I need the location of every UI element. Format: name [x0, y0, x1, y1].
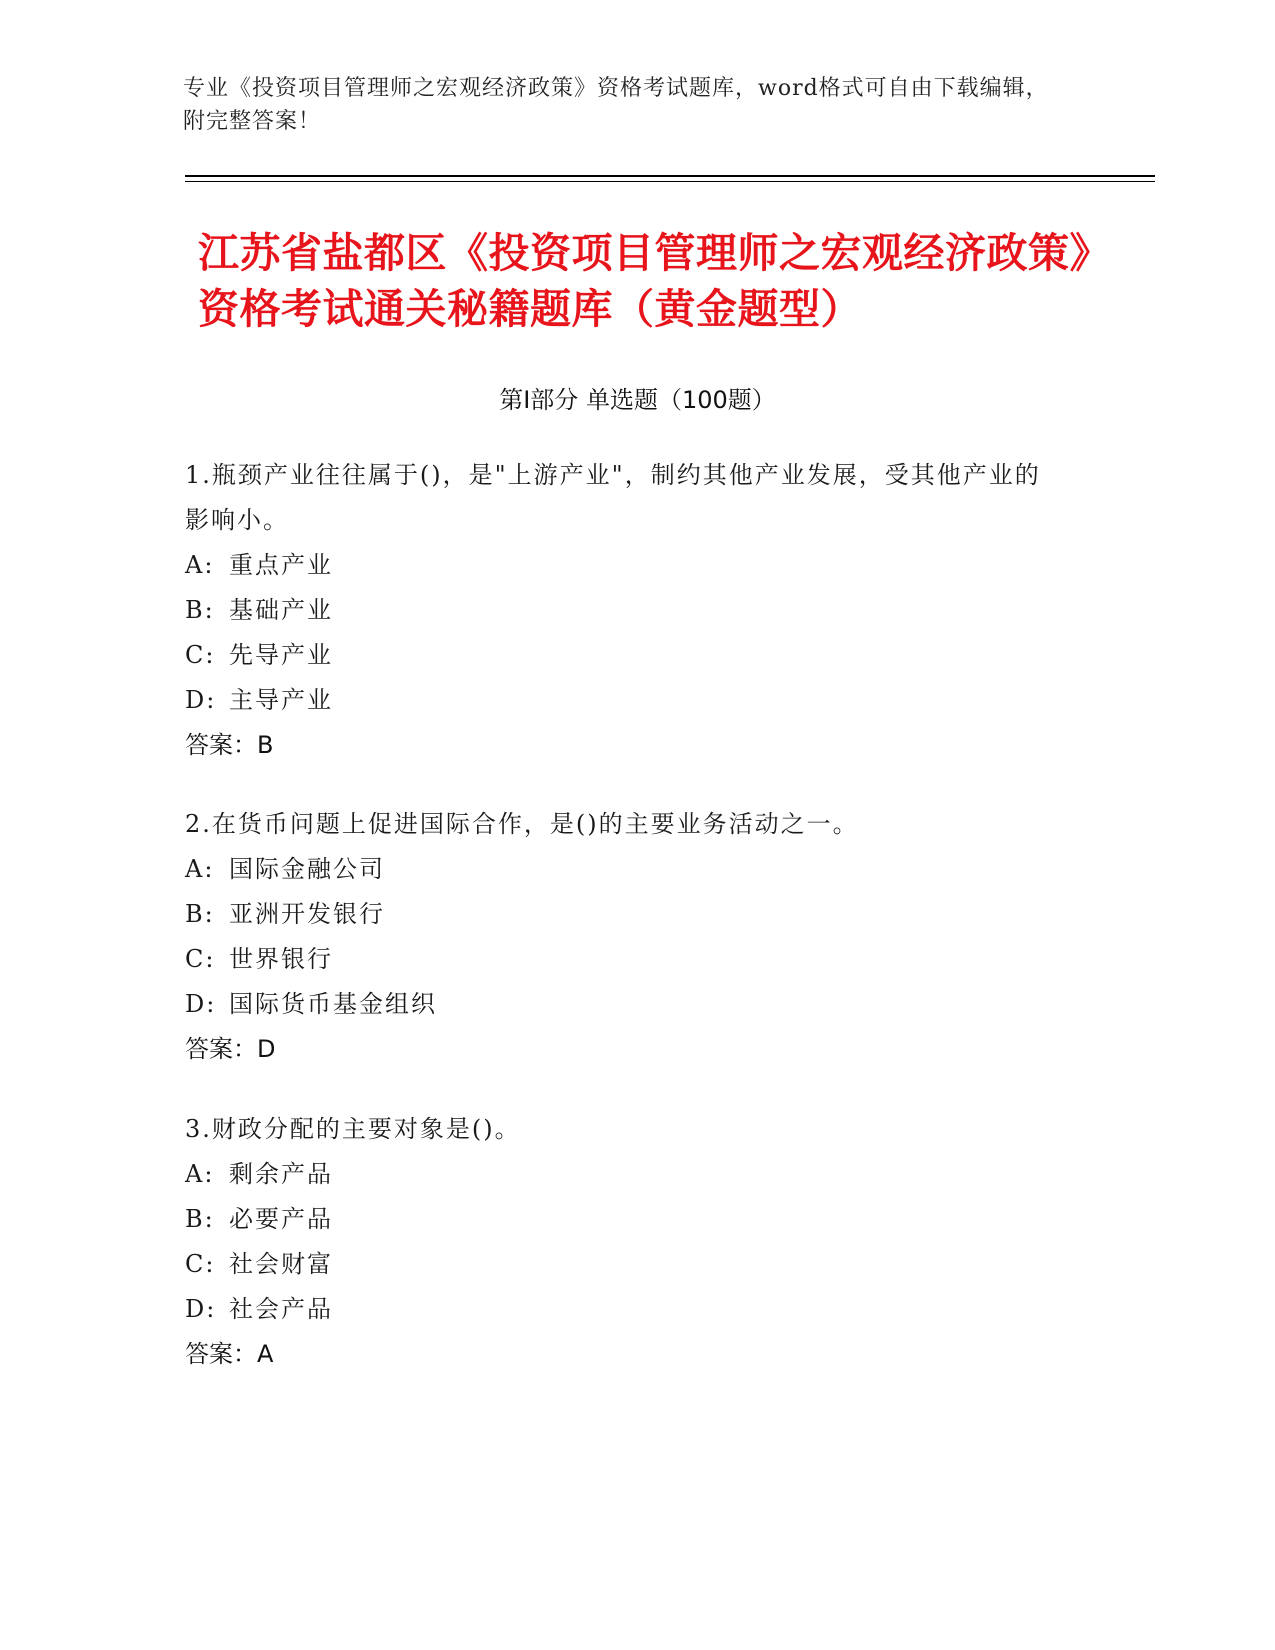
option-text: 世界银行 [229, 945, 333, 973]
option-b [185, 1197, 1065, 1242]
option-d [185, 678, 1065, 723]
option-text: 社会产品 [229, 1295, 333, 1323]
option-text: 社会财富 [229, 1250, 333, 1278]
question-stem: 2.在货币问题上促进国际合作，是()的主要业务活动之一。 [185, 810, 859, 838]
answer: 答案：B [185, 731, 274, 759]
option-text: 必要产品 [229, 1205, 333, 1233]
option-d [185, 982, 1065, 1027]
option-letter: A: [185, 551, 215, 579]
option-a [185, 543, 1065, 588]
header-rule-thick [185, 175, 1155, 177]
question-3 [185, 1107, 1065, 1377]
header-rule-thin [185, 181, 1155, 182]
option-letter: B: [185, 900, 215, 928]
header-note: 专业《投资项目管理师之宏观经济政策》资格考试题库，word格式可自由下载编辑，附完整答案！ [183, 76, 1049, 134]
option-c [185, 633, 1065, 678]
option-b [185, 588, 1065, 633]
question-stem: 3.财政分配的主要对象是()。 [185, 1115, 521, 1143]
option-c [185, 1242, 1065, 1287]
option-b [185, 892, 1065, 937]
option-text: 先导产业 [229, 641, 333, 669]
option-text: 国际金融公司 [229, 855, 385, 883]
option-c [185, 937, 1065, 982]
option-letter: B: [185, 596, 215, 624]
option-letter: D: [185, 990, 217, 1018]
option-letter: C: [185, 641, 216, 669]
option-letter: D: [185, 1295, 217, 1323]
question-2 [185, 802, 1065, 1072]
option-letter: A: [185, 1160, 215, 1188]
option-letter: D: [185, 686, 217, 714]
answer: 答案：A [185, 1340, 274, 1368]
document-title: 江苏省盐都区《投资项目管理师之宏观经济政策》资格考试通关秘籍题库（黄金题型） [198, 229, 1091, 333]
option-letter: B: [185, 1205, 215, 1233]
option-letter: A: [185, 855, 215, 883]
option-letter: C: [185, 1250, 216, 1278]
option-a [185, 847, 1065, 892]
option-letter: C: [185, 945, 216, 973]
option-text: 剩余产品 [229, 1160, 333, 1188]
option-text: 主导产业 [229, 686, 333, 714]
option-text: 国际货币基金组织 [229, 990, 437, 1018]
question-1 [185, 453, 1065, 768]
option-text: 重点产业 [229, 551, 333, 579]
option-a [185, 1152, 1065, 1197]
answer: 答案：D [185, 1035, 276, 1063]
question-stem: 1.瓶颈产业往往属于()，是"上游产业"，制约其他产业发展，受其他产业的影响小。 [185, 461, 1041, 534]
section-heading: 第Ⅰ部分 单选题（100题） [499, 386, 776, 414]
option-d [185, 1287, 1065, 1332]
option-text: 基础产业 [229, 596, 333, 624]
option-text: 亚洲开发银行 [229, 900, 385, 928]
